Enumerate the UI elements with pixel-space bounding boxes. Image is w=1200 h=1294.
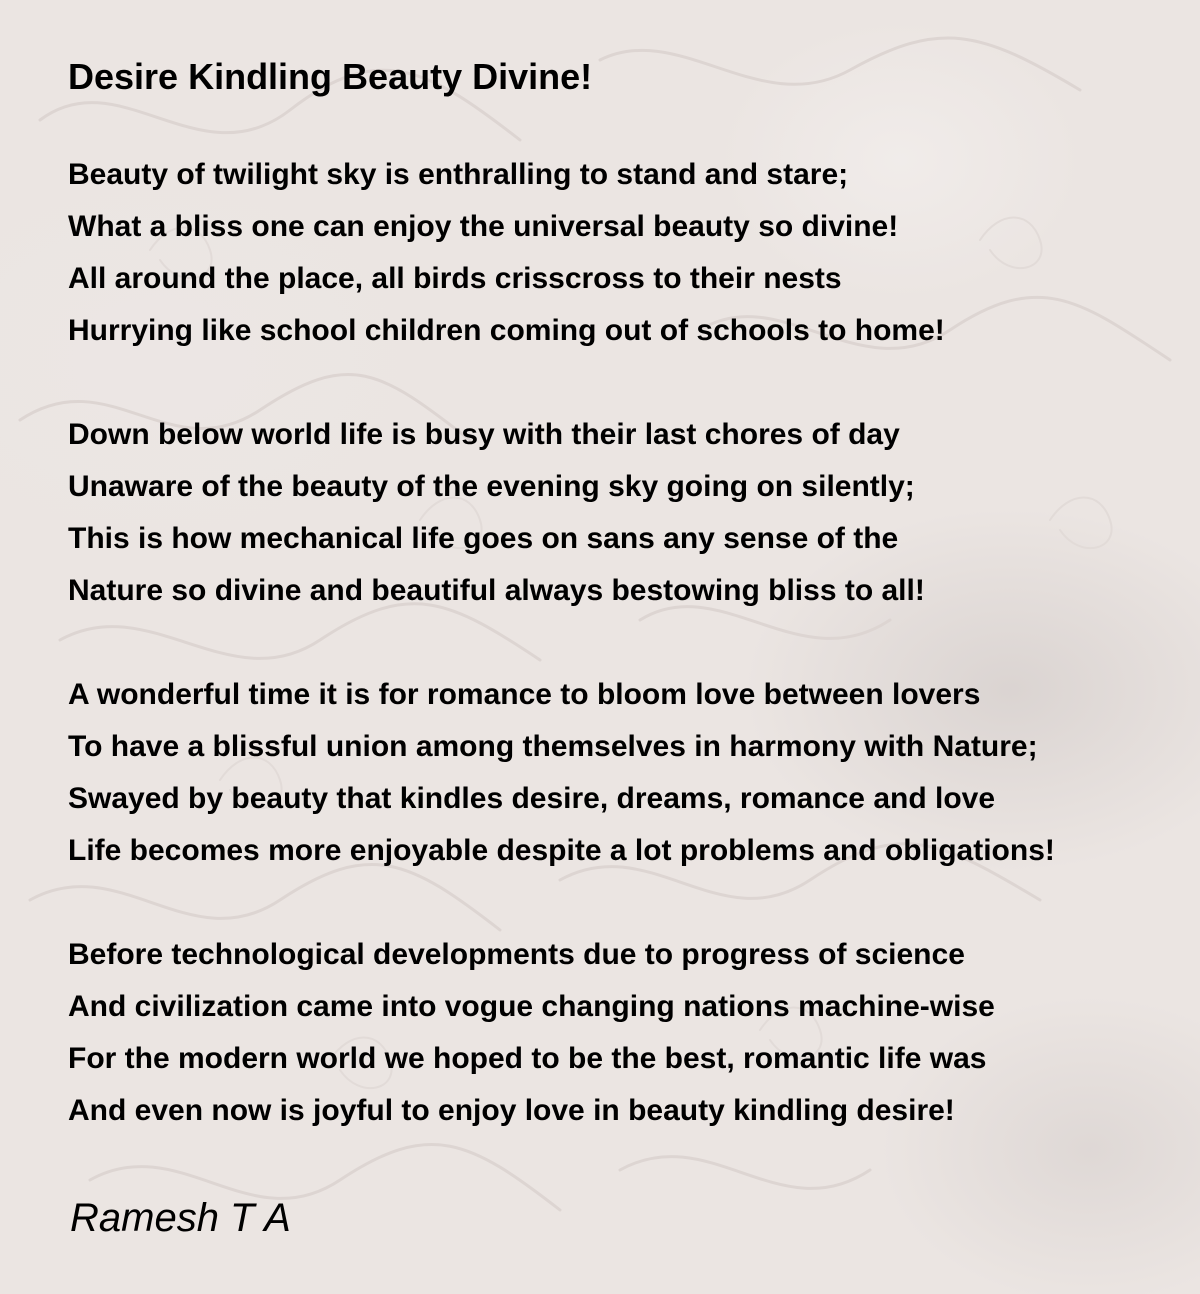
stanza: [68, 929, 1055, 1137]
poem-line: For the modern world we hoped to be the best, romantic life was: [68, 1042, 987, 1075]
poem-line: What a bliss one can enjoy the universal beauty so divine!: [68, 210, 899, 243]
poem-body: [68, 149, 1055, 1189]
poem-line: And civilization came into vogue changing nations machine-wise: [68, 990, 995, 1023]
poem-line: Nature so divine and beautiful always bestowing bliss to all!: [68, 574, 925, 607]
poem-line: Before technological developments due to progress of science: [68, 938, 965, 971]
poem-title: Desire Kindling Beauty Divine!: [68, 56, 593, 97]
poem-line: Life becomes more enjoyable despite a lot problems and obligations!: [68, 834, 1055, 867]
poem-line: All around the place, all birds crisscross to their nests: [68, 262, 842, 295]
poem-line: Down below world life is busy with their last chores of day: [68, 418, 900, 451]
poem-line: Unaware of the beauty of the evening sky going on silently;: [68, 470, 915, 503]
stanza: [68, 149, 1055, 357]
poem-line: Hurrying like school children coming out of schools to home!: [68, 314, 945, 347]
stanza: [68, 669, 1055, 877]
poem-line: And even now is joyful to enjoy love in beauty kindling desire!: [68, 1094, 955, 1127]
poem-line: This is how mechanical life goes on sans any sense of the: [68, 522, 899, 555]
poem-line: Swayed by beauty that kindles desire, dreams, romance and love: [68, 782, 996, 815]
poem-line: To have a blissful union among themselves in harmony with Nature;: [68, 730, 1038, 763]
stanza: [68, 409, 1055, 617]
author-name: Ramesh T A: [70, 1196, 291, 1240]
poem-line: A wonderful time it is for romance to bloom love between lovers: [68, 678, 981, 711]
poem-line: Beauty of twilight sky is enthralling to stand and stare;: [68, 158, 849, 191]
